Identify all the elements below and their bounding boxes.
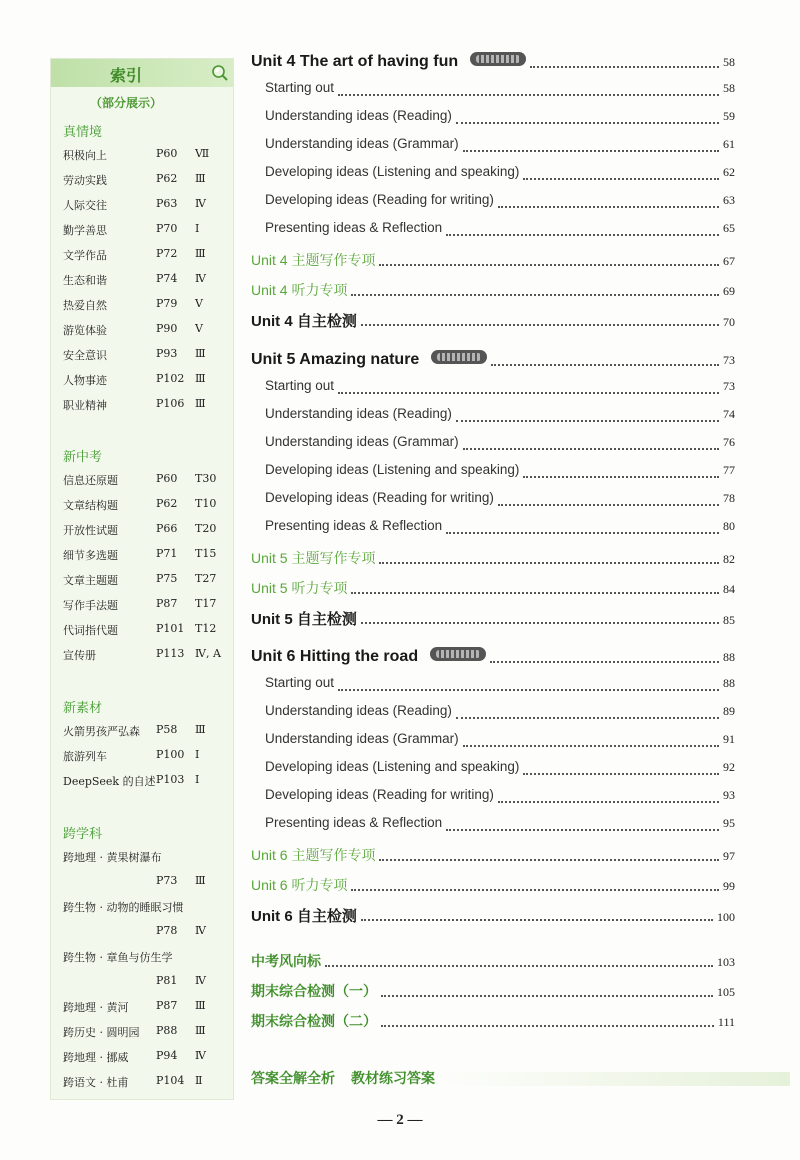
- index-entry: 跨历史 · 圆明园 P88 Ⅲ: [63, 1024, 206, 1039]
- toc-entry-title: 期末综合检测（一）: [251, 983, 377, 999]
- toc-entry[interactable]: [251, 608, 735, 630]
- toc-entry-title: Unit 4 主题写作专项: [251, 252, 376, 268]
- toc-page-number: 93: [723, 788, 735, 802]
- index-entry: 代词指代题 P101 T12: [63, 622, 217, 637]
- toc-entry[interactable]: [251, 220, 735, 242]
- index-sidebar: [50, 58, 234, 1100]
- toc-entry[interactable]: [251, 108, 735, 130]
- index-entry: 文章结构题 P62 T10: [63, 497, 217, 512]
- dot-leader: [490, 660, 719, 663]
- toc-entry-title: Unit 6 Hitting the road: [251, 648, 419, 665]
- toc-entry[interactable]: [251, 52, 735, 74]
- dot-leader: [379, 858, 719, 861]
- toc-page-number: 105: [717, 985, 735, 999]
- toc-entry-title: Understanding ideas (Grammar): [265, 434, 459, 449]
- dot-leader: [456, 716, 719, 719]
- toc-page-number: 88: [723, 676, 735, 690]
- index-entry: 旅游列车 P100 Ⅰ: [63, 748, 200, 763]
- index-entry: 火箭男孩严弘森 P58 Ⅲ: [63, 723, 206, 738]
- index-entry: 文学作品 P72 Ⅲ: [63, 247, 206, 262]
- index-entry-ref: P73 Ⅲ: [156, 874, 206, 887]
- dot-leader: [523, 772, 719, 775]
- toc-entry-title: Starting out: [265, 378, 335, 393]
- toc-entry[interactable]: [251, 434, 735, 456]
- index-entry: 劳动实践 P62 Ⅲ: [63, 172, 206, 187]
- toc-entry[interactable]: [251, 80, 735, 102]
- toc-entry[interactable]: [251, 350, 735, 372]
- toc-page-number: 78: [723, 491, 735, 505]
- toc-entry-title: Understanding ideas (Reading): [265, 108, 452, 123]
- section-heading-cross-subject: 跨学科: [63, 827, 103, 842]
- toc-entry-title: Developing ideas (Reading for writing): [265, 490, 494, 505]
- index-entry-ref: P81 Ⅳ: [156, 974, 206, 987]
- toc-page-number: 65: [723, 221, 735, 235]
- dot-leader: [361, 918, 713, 921]
- index-entry: 职业精神 P106 Ⅲ: [63, 397, 206, 412]
- toc-entry-title: Unit 5 自主检测: [251, 611, 357, 628]
- index-entry-name: 跨生物 · 章鱼与仿生学: [63, 951, 173, 964]
- dot-leader: [491, 363, 719, 366]
- toc-entry[interactable]: [251, 250, 735, 272]
- dot-leader: [361, 323, 719, 326]
- toc-entry[interactable]: [251, 490, 735, 512]
- toc-entry[interactable]: [251, 518, 735, 540]
- toc-entry-title: Understanding ideas (Grammar): [265, 136, 459, 151]
- section-heading-new-material: 新素材: [63, 701, 103, 716]
- toc-entry-title: Understanding ideas (Grammar): [265, 731, 459, 746]
- toc-entry[interactable]: [251, 731, 735, 753]
- toc-entry[interactable]: [251, 578, 735, 600]
- index-entry: 跨地理 · 黄河 P87 Ⅲ: [63, 999, 206, 1014]
- toc-page-number: 88: [723, 650, 735, 664]
- toc-entry[interactable]: [251, 703, 735, 725]
- toc-page-number: 70: [723, 315, 735, 329]
- index-entry: 勤学善思 P70 Ⅰ: [63, 222, 200, 237]
- unit-badge-icon: [470, 52, 526, 66]
- toc-page-number: 61: [723, 137, 735, 151]
- index-entry: 热爱自然 P79 Ⅴ: [63, 297, 203, 312]
- dot-leader: [446, 531, 719, 534]
- page-number: — 2 —: [377, 1112, 423, 1128]
- toc-entry-title: Developing ideas (Reading for writing): [265, 787, 494, 802]
- dot-leader: [338, 93, 719, 96]
- index-entry: 安全意识 P93 Ⅲ: [63, 347, 206, 362]
- toc-entry-title: Unit 6 听力专项: [251, 877, 348, 893]
- dot-leader: [351, 888, 719, 891]
- toc-entry-title: Unit 6 自主检测: [251, 908, 357, 925]
- index-entry: 生态和谐 P74 Ⅳ: [63, 272, 206, 287]
- toc-page-number: 67: [723, 254, 735, 268]
- toc-entry[interactable]: [251, 951, 735, 973]
- index-entry: 开放性试题 P66 T20: [63, 522, 217, 537]
- dot-leader: [446, 233, 719, 236]
- toc-entry[interactable]: [251, 787, 735, 809]
- index-entry: 人际交往 P63 Ⅳ: [63, 197, 206, 212]
- index-entry: 写作手法题 P87 T17: [63, 597, 217, 612]
- index-title-bar: [51, 59, 233, 87]
- index-entry: 跨地理 · 挪威 P94 Ⅳ: [63, 1049, 206, 1064]
- index-entry-name: 跨生物 · 动物的睡眠习惯: [63, 901, 184, 914]
- dot-leader: [351, 293, 719, 296]
- index-title: 索引: [109, 66, 142, 85]
- toc-entry[interactable]: [251, 164, 735, 186]
- toc-entry-title: Unit 4 The art of having fun: [251, 53, 459, 70]
- toc-entry[interactable]: [251, 1011, 735, 1033]
- toc-entry[interactable]: [251, 647, 735, 669]
- dot-leader: [456, 419, 719, 422]
- index-entry: 文章主题题 P75 T27: [63, 572, 217, 587]
- toc-entry[interactable]: [251, 310, 735, 332]
- toc-page-number: 58: [723, 55, 735, 69]
- answers-analysis-label: 答案全解全析: [251, 1070, 335, 1086]
- dot-leader: [463, 744, 719, 747]
- section-heading-scenario: 真情境: [63, 125, 103, 140]
- dot-leader: [456, 121, 719, 124]
- answers-line: [251, 1068, 435, 1088]
- index-entry: 游览体验 P90 Ⅴ: [63, 322, 203, 337]
- toc-page-number: 92: [723, 760, 735, 774]
- dot-leader: [379, 263, 719, 266]
- toc-entry-title: Starting out: [265, 675, 335, 690]
- toc-entry[interactable]: [251, 462, 735, 484]
- dot-leader: [498, 205, 719, 208]
- toc-entry-title: 期末综合检测（二）: [251, 1013, 377, 1029]
- toc-page-number: 62: [723, 165, 735, 179]
- toc-page-number: 111: [717, 1015, 735, 1029]
- toc-page-number: 89: [723, 704, 735, 718]
- decorative-band: [440, 1072, 790, 1086]
- index-entry: 跨语文 · 杜甫 P104 Ⅱ: [63, 1074, 203, 1089]
- dot-leader: [463, 447, 719, 450]
- dot-leader: [498, 800, 719, 803]
- toc-entry-title: Understanding ideas (Reading): [265, 406, 452, 421]
- toc-entry-title: Developing ideas (Listening and speaking): [265, 164, 520, 179]
- toc-page-number: 74: [723, 407, 735, 421]
- toc-entry-title: Understanding ideas (Reading): [265, 703, 452, 718]
- toc-entry-title: Unit 4 自主检测: [251, 313, 357, 330]
- toc-entry-title: Presenting ideas & Reflection: [265, 518, 443, 533]
- dot-leader: [381, 1024, 714, 1027]
- toc-page-number: 73: [723, 379, 735, 393]
- toc-entry[interactable]: [251, 675, 735, 697]
- toc-entry[interactable]: [251, 905, 735, 927]
- toc-entry[interactable]: [251, 759, 735, 781]
- dot-leader: [463, 149, 719, 152]
- toc-page-number: 80: [723, 519, 735, 533]
- dot-leader: [381, 994, 713, 997]
- index-entry-name: 跨地理 · 黄果树瀑布: [63, 851, 162, 864]
- dot-leader: [338, 391, 719, 394]
- toc-entry[interactable]: [251, 136, 735, 158]
- index-entry: DeepSeek 的自述 P103 Ⅰ: [63, 773, 200, 788]
- toc-page-number: 77: [723, 463, 735, 477]
- toc-page-number: 58: [723, 81, 735, 95]
- toc-entry-title: Developing ideas (Listening and speaking): [265, 462, 520, 477]
- index-entry: 宣传册 P113 Ⅳ, A: [63, 647, 221, 662]
- toc-page-number: 85: [723, 613, 735, 627]
- toc-entry[interactable]: [251, 192, 735, 214]
- toc-entry-title: Unit 5 听力专项: [251, 580, 348, 596]
- toc-entry[interactable]: [251, 875, 735, 897]
- toc-entry-title: Unit 4 听力专项: [251, 282, 348, 298]
- dot-leader: [338, 688, 719, 691]
- dot-leader: [523, 177, 719, 180]
- dot-leader: [530, 65, 719, 68]
- index-entry: 细节多选题 P71 T15: [63, 547, 217, 562]
- dot-leader: [523, 475, 719, 478]
- toc-page-number: 59: [723, 109, 735, 123]
- toc-entry-title: Unit 5 主题写作专项: [251, 550, 376, 566]
- toc-page-number: 82: [723, 552, 735, 566]
- index-entry-ref: P78 Ⅳ: [156, 924, 206, 937]
- toc-entry-title: Starting out: [265, 80, 335, 95]
- toc-entry-title: Presenting ideas & Reflection: [265, 220, 443, 235]
- toc-entry[interactable]: [251, 280, 735, 302]
- toc-page-number: 99: [723, 879, 735, 893]
- textbook-answers-label: 教材练习答案: [351, 1070, 435, 1086]
- dot-leader: [379, 561, 719, 564]
- toc-page-number: 69: [723, 284, 735, 298]
- dot-leader: [446, 828, 719, 831]
- toc-entry[interactable]: [251, 406, 735, 428]
- toc-page-number: 76: [723, 435, 735, 449]
- toc-page-number: 103: [717, 955, 735, 969]
- toc-page-number: 100: [717, 910, 735, 924]
- toc-entry-title: Unit 6 主题写作专项: [251, 847, 376, 863]
- toc-entry-title: Developing ideas (Listening and speaking): [265, 759, 520, 774]
- toc-entry-title: Unit 5 Amazing nature: [251, 351, 420, 368]
- index-subtitle: （部分展示）: [89, 96, 162, 110]
- toc-entry-title: Presenting ideas & Reflection: [265, 815, 443, 830]
- toc-entry[interactable]: [251, 981, 735, 1003]
- unit-badge-icon: [430, 647, 486, 661]
- toc-entry-title: Developing ideas (Reading for writing): [265, 192, 494, 207]
- toc-page-number: 84: [723, 582, 735, 596]
- toc-entry[interactable]: [251, 378, 735, 400]
- dot-leader: [361, 621, 719, 624]
- dot-leader: [498, 503, 719, 506]
- unit-badge-icon: [431, 350, 487, 364]
- toc-page-number: 73: [723, 353, 735, 367]
- toc-entry[interactable]: [251, 815, 735, 837]
- dot-leader: [325, 964, 713, 967]
- toc-entry-title: 中考风向标: [251, 953, 321, 969]
- dot-leader: [351, 591, 719, 594]
- toc-page-number: 91: [723, 732, 735, 746]
- magnifier-icon: [211, 64, 229, 82]
- toc-page-number: 95: [723, 816, 735, 830]
- toc-page-number: 63: [723, 193, 735, 207]
- toc-page-number: 97: [723, 849, 735, 863]
- index-entry: 信息还原题 P60 T30: [63, 472, 217, 487]
- toc-entry[interactable]: [251, 845, 735, 867]
- index-entry: 人物事迹 P102 Ⅲ: [63, 372, 206, 387]
- index-entry: 积极向上 P60 Ⅶ: [63, 147, 210, 162]
- section-heading-new-exam: 新中考: [63, 450, 103, 465]
- toc-entry[interactable]: [251, 548, 735, 570]
